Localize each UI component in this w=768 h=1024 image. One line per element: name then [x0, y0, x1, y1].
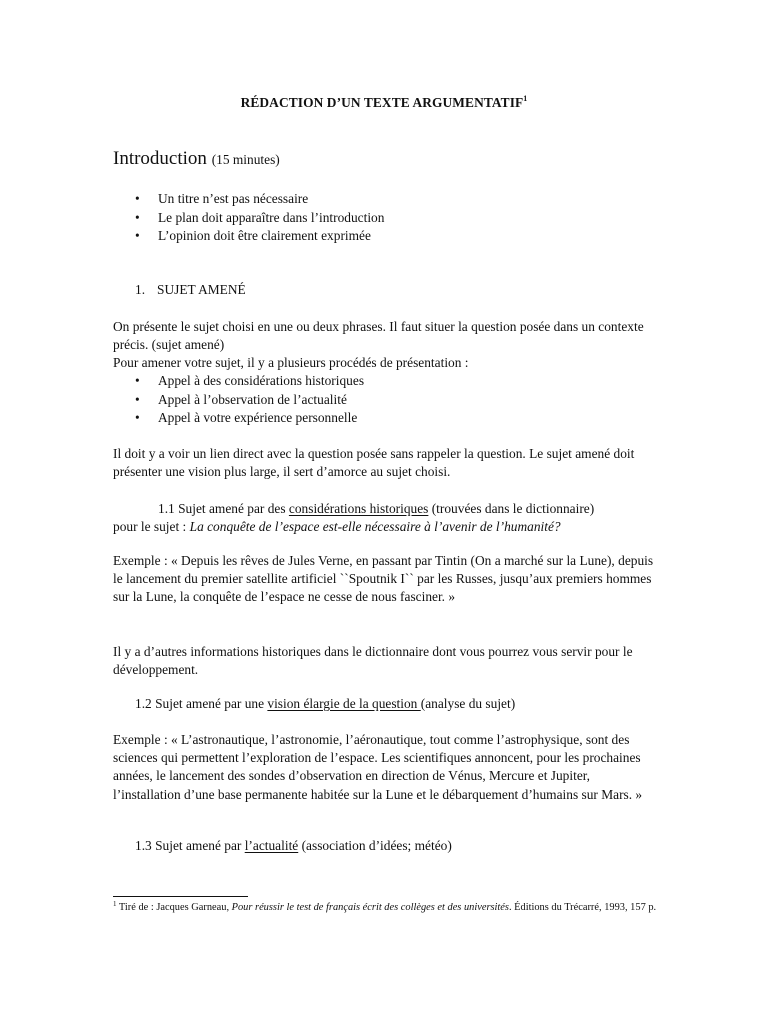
- subsection-1-2: [135, 695, 515, 713]
- list-item: • Appel à des considérations historiques: [113, 372, 658, 391]
- intro-bullet-list: [113, 190, 658, 246]
- footnote-book-title: Pour réussir le test de français écrit des collèges et des universités: [231, 902, 509, 913]
- footnote-ref: 1: [523, 94, 528, 103]
- footnote: [113, 900, 658, 916]
- list-item: • Appel à l’observation de l’actualité: [113, 391, 658, 410]
- subsection-1-1-line1: [113, 500, 658, 518]
- document-title: [0, 94, 768, 112]
- subsection-1-2-prefix: 1.2 Sujet amené par une: [135, 696, 268, 711]
- section-heading-sujet-amene: [135, 281, 246, 299]
- subsection-1-3-suffix: (association d’idées; météo): [298, 838, 452, 853]
- subsection-1-3-prefix: 1.3 Sujet amené par: [135, 838, 245, 853]
- paragraph-presentation: On présente le sujet choisi en une ou deux phrases. Il faut situer la question posée dans un contexte précis. (sujet amené): [113, 319, 644, 353]
- intro-heading-text: Introduction: [113, 148, 207, 169]
- footnote-prefix: Tiré de : Jacques Garneau,: [116, 902, 232, 913]
- paragraph-lien-direct: Il doit y a voir un lien direct avec la question posée sans rappeler la question. Le sujet amené doit présenter une vision plus large, il sert d’amorce au sujet choisi.: [113, 446, 635, 480]
- procedes-bullet-list: [113, 372, 658, 428]
- section-number: 1.: [135, 282, 146, 297]
- section-title: SUJET AMENÉ: [157, 282, 246, 297]
- subsection-1-1-suffix: (trouvées dans le dictionnaire): [428, 501, 595, 516]
- footnote-suffix: . Éditions du Trécarré, 1993, 157 p.: [508, 902, 657, 913]
- list-item: • Appel à votre expérience personnelle: [113, 409, 658, 428]
- title-text: RÉDACTION D’UN TEXTE ARGUMENTATIF: [240, 95, 524, 110]
- list-item: • Un titre n’est pas nécessaire: [113, 190, 658, 209]
- subsection-1-1: [113, 500, 658, 536]
- subsection-1-1-line2: [113, 518, 658, 536]
- underlined-text: l’actualité: [244, 838, 299, 853]
- paragraph-procedes: Pour amener votre sujet, il y a plusieurs procédés de présentation :: [113, 355, 469, 370]
- intro-heading: [113, 148, 280, 171]
- subsection-1-2-suffix: (analyse du sujet): [420, 696, 516, 711]
- underlined-text: vision élargie de la question: [267, 696, 421, 711]
- intro-duration: (15 minutes): [211, 152, 280, 167]
- subsection-1-1-prefix: 1.1 Sujet amené par des: [158, 501, 289, 516]
- subsection-1-1-line2-prefix: pour le sujet :: [113, 519, 190, 535]
- footnote-separator: [113, 896, 248, 897]
- example-vision-elargie: Exemple : « L’astronautique, l’astronomie, l’aéronautique, tout comme l’astrophysique, sont des sciences qui permettent l’exploration de l’espace. Les scientifiques annoncent, pour les prochaines années, le lancement des sondes d’observation en direction de Vénus, Mercure et Jupiter, l’installation d’une base permanente habitée sur la Lune et le débarquement d’humains sur Mars. »: [113, 732, 643, 802]
- underlined-text: considérations historiques: [288, 501, 429, 516]
- list-item: • L’opinion doit être clairement exprimée: [113, 227, 658, 246]
- subsection-1-3: [135, 837, 452, 855]
- footnote-mark: 1: [113, 900, 117, 908]
- list-item: • Le plan doit apparaître dans l’introduction: [113, 209, 658, 228]
- paragraph-informations-historiques: Il y a d’autres informations historiques dans le dictionnaire dont vous pourrez vous servir pour le développement.: [113, 644, 633, 678]
- example-historique: Exemple : « Depuis les rêves de Jules Verne, en passant par Tintin (On a marché sur la Lune), depuis le lancement du premier satellite artificiel ``Spoutnik I`` par les Russes, jusqu’aux premiers hommes sur la Lune, la conquête de l’espace ne cesse de nous fasciner. »: [113, 553, 654, 605]
- italic-subject: La conquête de l’espace est-elle nécessaire à l’avenir de l’humanité?: [189, 519, 561, 535]
